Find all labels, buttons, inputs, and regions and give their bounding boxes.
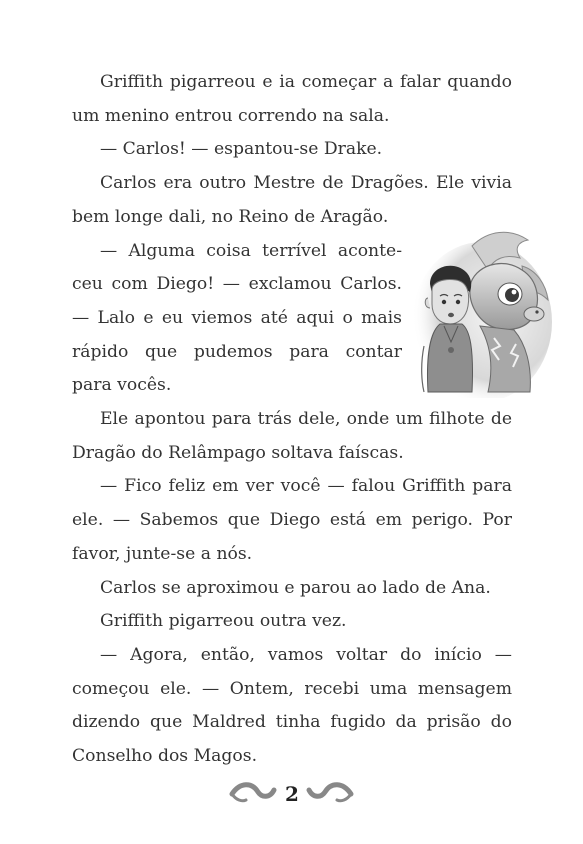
paragraph-4-line-3: — Lalo e eu viemos até aqui o mais	[72, 307, 402, 328]
paragraph-1: Griffith pigarreou e ia começar a falar quando um menino entrou correndo na sala.	[72, 72, 512, 126]
page-number: 2	[285, 782, 299, 806]
body-text	[72, 66, 512, 774]
paragraph-5: Ele apontou para trás dele, onde um filhote de Dragão do Relâmpago soltava faíscas.	[72, 409, 512, 463]
paragraph-9: — Agora, então, vamos voltar do início — começou ele. — Ontem, recebi uma mensagem dizendo que Maldred tinha fugido da prisão do Conselho dos Magos.	[72, 644, 512, 767]
paragraph-8: Griffith pigarreou outra vez.	[100, 611, 347, 632]
illustration-icon	[410, 226, 552, 398]
paragraph-6: — Fico feliz em ver você — falou Griffith para ele. — Sabemos que Diego está em perigo. Por favor, junte-se a nós.	[72, 476, 512, 564]
paragraph-4	[72, 235, 402, 404]
paragraph-4-line-2: ceu com Diego! — exclamou Carlos.	[72, 274, 402, 295]
paragraph-7: Carlos se aproximou e parou ao lado de Ana.	[100, 577, 491, 598]
paragraph-3: Carlos era outro Mestre de Dragões. Ele vivia bem longe dali, no Reino de Aragão.	[72, 173, 512, 227]
paragraph-4-line-5: para vocês.	[72, 375, 172, 396]
paragraph-4-line-4: rápido que pudemos para contar	[72, 341, 402, 362]
paragraph-2: — Carlos! — espantou-se Drake.	[100, 139, 383, 160]
paragraph-4-line-1: — Alguma coisa terrível acontе-	[100, 240, 402, 261]
